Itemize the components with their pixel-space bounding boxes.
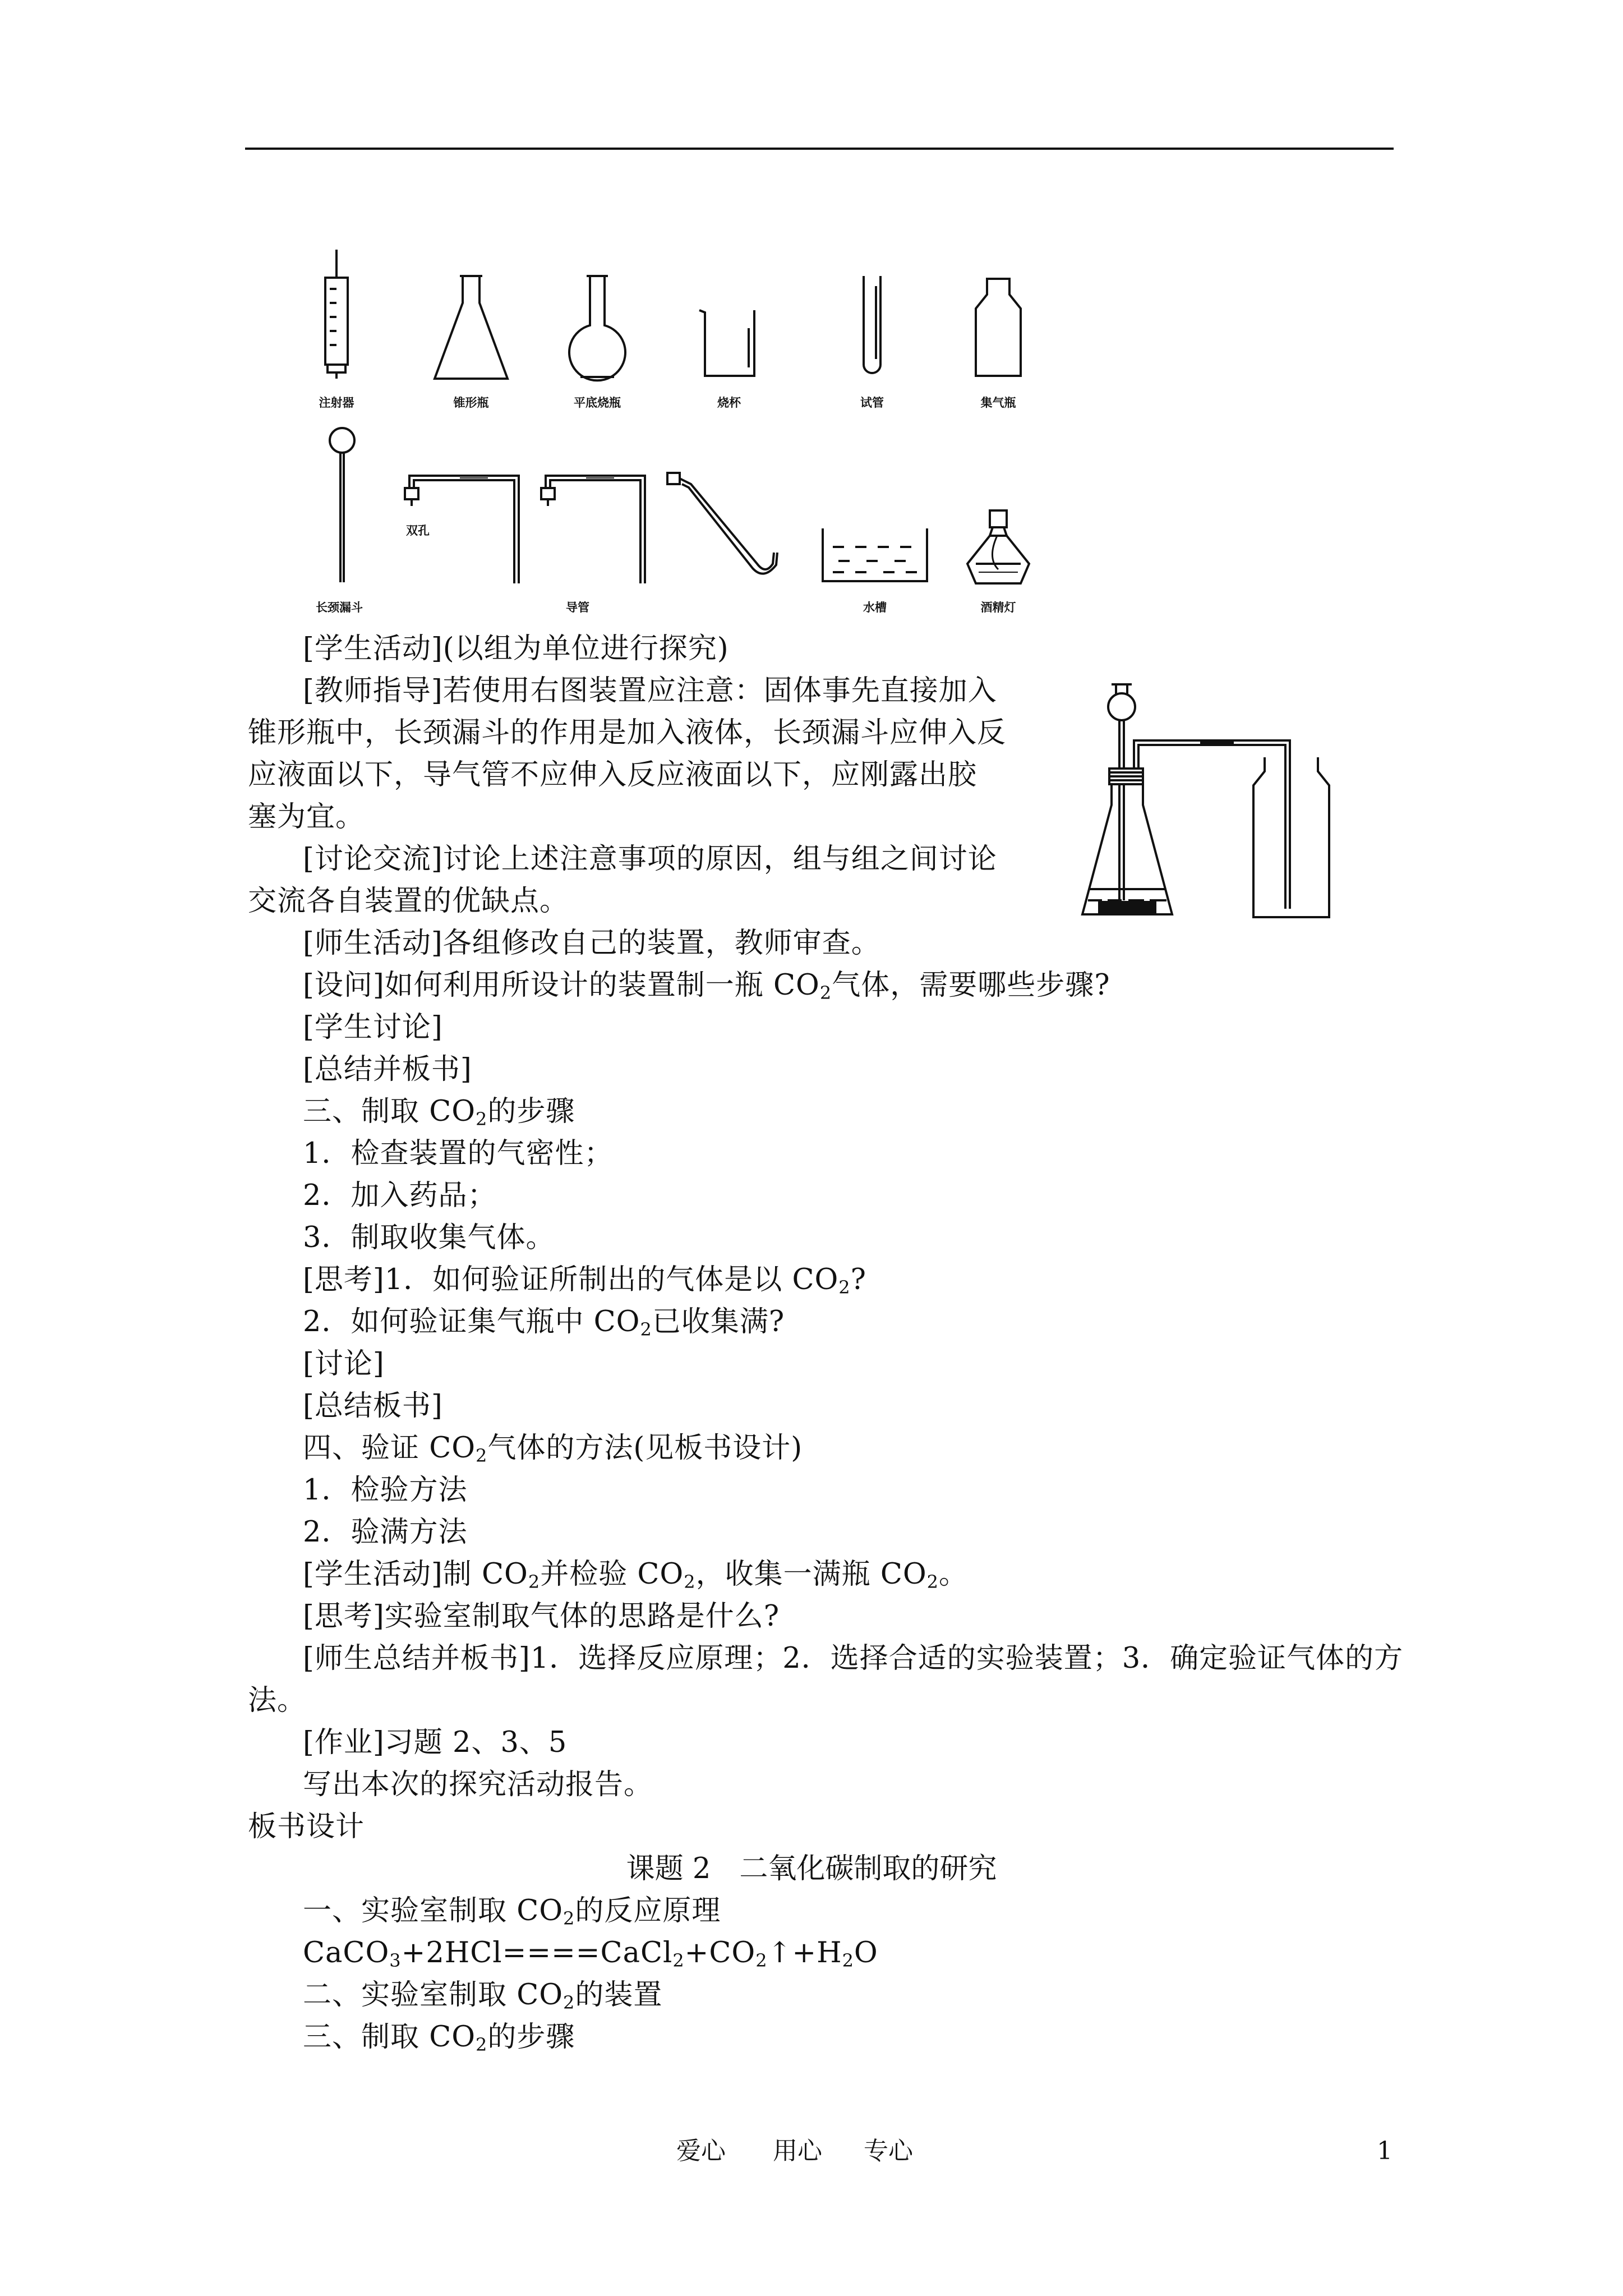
conduit-label: 导管 [566, 601, 589, 614]
flat-flask-figure [566, 275, 628, 384]
gas-bottle-figure [973, 278, 1023, 379]
beaker-label: 烧杯 [717, 396, 741, 409]
text-line-22: 2．验满方法 [303, 1516, 468, 1549]
test-tube-label: 试管 [860, 396, 884, 409]
text-line-15: 3．制取收集气体。 [303, 1221, 555, 1254]
text-line-3: 锥形瓶中，长颈漏斗的作用是加入液体，长颈漏斗应伸入反 [248, 716, 1007, 749]
text-line-21: 1．检验方法 [303, 1474, 468, 1507]
conduit-figure [530, 471, 653, 583]
text-line-12: 三、制取 $CO_2$的步骤 [303, 1095, 575, 1130]
text-line-29: 板书设计 [248, 1810, 365, 1843]
syringe-figure [314, 250, 359, 379]
text-line-26: 法。 [248, 1684, 307, 1717]
footer-motto-3: 专心 [864, 2137, 913, 2165]
text-line-33: 二、实验室制取 $CO_2$的装置 [303, 1978, 663, 2013]
water-tank-label: 水槽 [863, 601, 887, 614]
gas-bottle-label: 集气瓶 [980, 396, 1016, 409]
text-line-9: [设问]如何利用所设计的装置制一瓶 $CO_2$气体，需要哪些步骤? [303, 969, 1110, 1004]
alcohol-lamp-figure [965, 508, 1032, 586]
text-line-25: [师生总结并板书]1．选择反应原理；2．选择合适的实验装置；3．确定验证气体的方 [303, 1642, 1404, 1675]
board-title: 课题 2 二氧化碳制取的研究 [626, 1852, 997, 1885]
text-line-4: 应液面以下，导气管不应伸入反应液面以下，应刚露出胶 [248, 758, 978, 792]
text-line-7: 交流各自装置的优缺点。 [248, 885, 569, 918]
bent-tube-figure [662, 468, 780, 581]
co2-apparatus-figure [1077, 679, 1340, 920]
equation-line: $CaCO_3+2HCl====CaCl_2+CO_2↑+H_2O$ [303, 1936, 878, 1971]
text-line-17: 2．如何验证集气瓶中 $CO_2$已收集满? [303, 1305, 785, 1340]
text-line-19: [总结板书] [303, 1389, 443, 1423]
text-line-5: 塞为宜。 [248, 800, 365, 834]
water-tank-figure [822, 527, 928, 583]
text-line-13: 1．检查装置的气密性； [303, 1137, 614, 1170]
text-line-16: [思考]1．如何验证所制出的气体是以 $CO_2$? [303, 1263, 866, 1298]
text-line-10: [学生讨论] [303, 1011, 443, 1044]
footer-motto-2: 用心 [773, 2137, 822, 2165]
text-line-11: [总结并板书] [303, 1053, 472, 1086]
conical-flask-label: 锥形瓶 [453, 396, 489, 409]
text-line-8: [师生活动]各组修改自己的装置，教师审查。 [303, 927, 880, 960]
beaker-figure [698, 306, 760, 379]
conical-flask-figure [432, 275, 510, 381]
text-line-28: 写出本次的探究活动报告。 [303, 1768, 653, 1801]
text-line-2: [教师指导]若使用右图装置应注意：固体事先直接加入 [303, 674, 997, 707]
text-line-34: 三、制取 $CO_2$的步骤 [303, 2021, 575, 2055]
text-line-24: [思考]实验室制取气体的思路是什么? [303, 1600, 780, 1633]
text-line-23: [学生活动]制 $CO_2$并检验 $CO_2$，收集一满瓶 $CO_2$。 [303, 1558, 969, 1593]
text-line-6: [讨论交流]讨论上述注意事项的原因，组与组之间讨论 [303, 843, 997, 876]
double-hole-label: 双孔 [406, 524, 430, 537]
text-line-14: 2．加入药品； [303, 1179, 497, 1212]
text-line-31: 一、实验室制取 $CO_2$的反应原理 [303, 1894, 721, 1929]
test-tube-figure [858, 275, 886, 379]
syringe-label: 注射器 [319, 396, 354, 409]
text-line-27: [作业]习题 2、3、5 [303, 1726, 568, 1759]
header-rule [245, 148, 1394, 150]
long-neck-funnel-figure [325, 426, 359, 583]
text-line-1: [学生活动](以组为单位进行探究) [303, 632, 729, 665]
long-neck-funnel-label: 长颈漏斗 [316, 601, 363, 614]
text-line-18: [讨论] [303, 1347, 385, 1381]
alcohol-lamp-label: 酒精灯 [980, 601, 1016, 614]
footer-motto-1: 爱心 [676, 2137, 726, 2165]
page-number: 1 [1377, 2137, 1393, 2165]
text-line-20: 四、验证 $CO_2$气体的方法(见板书设计) [303, 1432, 803, 1466]
flat-flask-label: 平底烧瓶 [574, 396, 621, 409]
